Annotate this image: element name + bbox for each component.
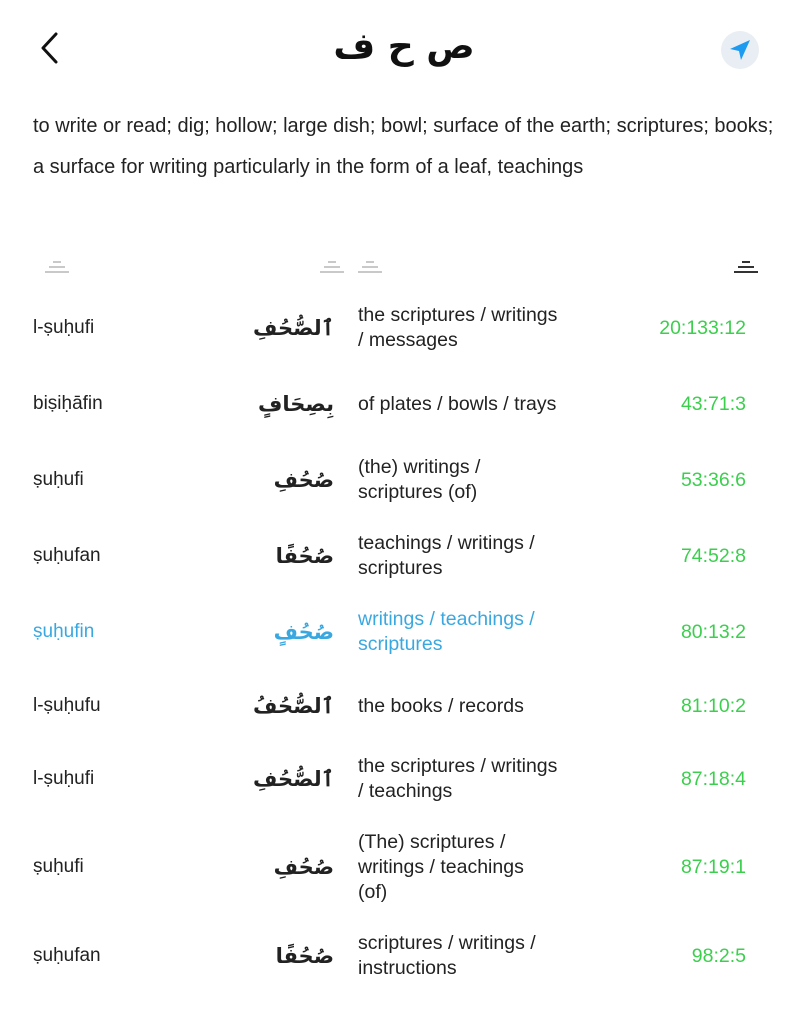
sort-icon[interactable] [358,258,382,276]
arabic-word: صُحُفًا [275,544,334,568]
arabic-word: صُحُفًا [275,944,334,968]
list-item[interactable] [0,918,808,994]
list-item[interactable] [0,829,808,905]
verse-reference[interactable]: 74:52:8 [680,545,746,567]
meaning: of plates / bowls / trays [358,392,557,415]
arabic-word: صُحُفِ [273,468,334,492]
meaning: scriptures / writings / instructions [358,932,536,979]
list-item[interactable] [0,366,808,442]
location-button[interactable] [721,31,759,69]
list-item[interactable] [0,594,808,670]
meaning: the scriptures / writings / teachings [358,755,558,802]
meaning: the scriptures / writings / messages [358,304,558,351]
root-definition: to write or read; dig; hollow; large dish; bowl; surface of the earth; scriptures; books; a surface for writing particularly in the form of a leaf, teachings [33,115,774,178]
list-item[interactable] [0,741,808,817]
transliteration: l-ṣuḥufi [33,317,95,338]
verse-reference[interactable]: 98:2:5 [691,945,746,967]
transliteration: ṣuḥufi [33,856,84,877]
arabic-word: صُحُفٍ [273,620,334,644]
verse-reference[interactable]: 80:13:2 [680,621,746,643]
transliteration: ṣuḥufi [33,469,84,490]
navigation-arrow-icon [728,38,752,62]
verse-reference[interactable]: 87:19:1 [680,856,746,878]
meaning: writings / teachings / scriptures [358,608,535,655]
arabic-word: صُحُفِ [273,855,334,879]
sort-icon[interactable] [45,258,69,276]
verse-reference[interactable]: 43:71:3 [680,393,746,415]
meaning: the books / records [358,694,524,717]
transliteration: l-ṣuḥufi [33,768,95,789]
arabic-word: ٱلصُّحُفِ [252,767,334,791]
verse-reference[interactable]: 20:133:12 [659,317,746,339]
list-item[interactable] [0,290,808,366]
transliteration: ṣuḥufan [33,945,101,966]
verse-reference[interactable]: 87:18:4 [680,768,746,790]
transliteration: ṣuḥufin [33,621,95,642]
meaning: teachings / writings / scriptures [358,532,535,579]
verse-reference[interactable]: 81:10:2 [680,695,746,717]
meaning: (the) writings / scriptures (of) [358,456,481,503]
page-title: ص ح ف [333,26,475,67]
transliteration: l-ṣuḥufu [33,695,101,716]
transliteration: ṣuḥufan [33,545,101,566]
transliteration: biṣiḥāfin [33,393,103,414]
verse-reference[interactable]: 53:36:6 [680,469,746,491]
arabic-word: بِصِحَافٍ [258,392,334,416]
sort-icon[interactable] [320,258,344,276]
list-item[interactable] [0,518,808,594]
meaning: (The) scriptures / writings / teachings (of) [358,830,524,903]
arabic-word: ٱلصُّحُفِ [252,316,334,340]
list-item[interactable] [0,668,808,744]
sort-icon[interactable] [734,258,758,276]
arabic-word: ٱلصُّحُفُ [252,694,334,718]
header [0,0,808,100]
list-item[interactable] [0,442,808,518]
